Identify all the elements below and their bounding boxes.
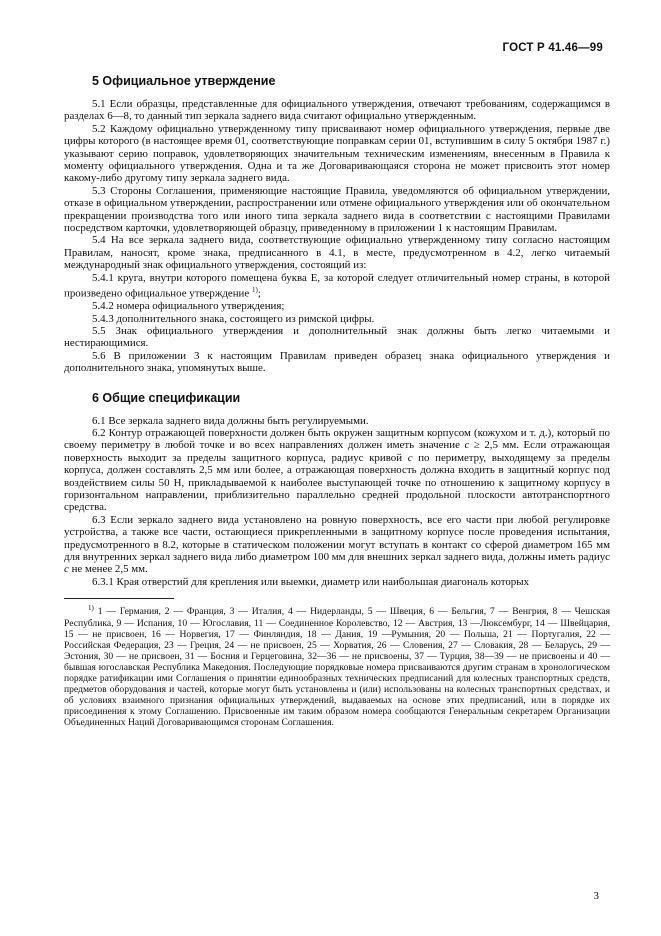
paragraph-5-4-2: 5.4.2 номера официального утверждения; [92,300,285,313]
paragraph-6-3-1: 6.3.1 Края отверстий для крепления или выемки, диаметр или наибольшая диагональ которых [92,575,530,588]
paragraph-6-2-part-b: ≥ 2,5 мм. Если отражающая поверхность выходит за пределы защитного корпуса, радиус кривой [64,439,611,464]
paragraph-5-6: 5.6 В приложении 3 к настоящим Правилам приведен образец знака официального утверждения и дополнительного знака, упомянутых выше. [64,349,610,375]
footnote-ref: 1) [251,286,258,295]
paragraph-6-3-part-b: не менее 2,5 мм. [68,563,148,576]
paragraph-6-2 [64,427,610,514]
section-5-heading: 5 Официальное утверждение [92,74,276,88]
paragraph-5-4: 5.4 На все зеркала заднего вида, соответствующие официально утвержденному типу согласно настоящим Правилам, наносят, кроме знака, предписанного в 4.1, в месте, предусмотренном в 4.2, легко читаемый международный знак официального утверждения, состоящий из: [64,234,610,272]
paragraph-6-3 [64,514,610,576]
paragraph-6-1: 6.1 Все зеркала заднего вида должны быть регулируемыми. [92,414,369,427]
section-6-heading: 6 Общие спецификации [92,390,241,405]
page-number: 3 [593,890,599,902]
paragraph-6-3-part-a: 6.3 Если зеркало заднего вида установлено на ровную поверхность, все его части при любой регулировке устройства, а также все части, остающиеся прикрепленными в защитному корпусе после проведения испытания, предусмотренного в 8.2, которые в статическом положении могут вступать в контакт со сферой диаметром 165 мм для внутренних зеркал заднего вида либо диаметром 100 мм для внешних зеркал заднего вида, должны иметь радиус [64,513,610,564]
paragraph-5-3: 5.3 Стороны Соглашения, применяющие настоящие Правила, уведомляются об официальном утверждении, отказе в официальном утверждении, распространении или отмене официального утверждения или об окончательном прекращении производства того или иного типа зеркала заднего вида в соответствии с настоящими Правилами посредством карточки, удовлетворяющей образцу, приведенному в приложении 1 к настоящим Правилам. [64,184,610,235]
paragraph-5-1: 5.1 Если образцы, представленные для официального утверждения, отвечают требованиям, содержащимся в разделах 6—8, то данный тип зеркала заднего вида считают официально утвержденным. [64,98,610,123]
paragraph-5-4-1-text: 5.4.1 круга, внутри которого помещена буква Е, за которой следует отличительный номер страны, в которой произведено официальное утверждение [64,271,610,300]
symbol-c: c [464,439,470,452]
footnote-divider [64,598,174,599]
footnote [64,603,610,728]
footnote-text: 1 — Германия, 2 — Франция, 3 — Италия, 4 — Нидерланды, 5 — Швеция, 6 — Бельгия, 7 — Венгрия, 8 — Чешская Республика, 9 — Испания, 10 — Югославия, 11 — Соединенное Королевство, 12 — Австрия, 13 —Люксембург, 14 — Швейцария, 15 — не присвоен, 16 — Норвегия, 17 — Финляндия, 18 — Дания, 19 —Румыния, 20 — Польша, 21 — Португалия, 22 — Российская Федерация, 23 — Греция, 24 — не присвоен, 25 — Хорватия, 26 — Словения, 27 — Словакия, 28 — Беларусь, 29 — Эстония, 30 — не присвоен, 31 — Босния и Герцеговина, 32—36 — не присвоены, 37 — Турция, 38—39 — не присвоены и 40 — бывшая югославская Республика Македония. Последующие порядковые номера присваиваются другим странам в хронологическом порядке ратификации ими Соглашения о принятии единообразных технических предписаний для колесных транспортных средств, предметов оборудования и частей, которые могут быть установлены и (или) использованы на колесных транспортных средствах, и об условиях взаимного признания официальных утверждений, выдаваемых на основе этих предписаний, или в порядке их присоединения к этому Соглашению. Присвоенные им таким образом номера сообщаются Генеральным секретарем Организации Объединенных Наций Договаривающимся сторонам Соглашения. [64,606,610,729]
footnote-mark: 1) [88,604,94,613]
paragraph-5-4-1-end: ; [257,287,261,300]
symbol-c: c [407,451,413,464]
paragraph-6-2-part-a: 6.2 Контур отражающей поверхности должен быть окружен защитным корпусом (кожухом и т. д.), который по своему периметру в любой точке и во всех направлениях должен иметь значение [64,426,610,452]
paragraph-5-4-3: 5.4.3 дополнительного знака, состоящего из римской цифры. [92,312,375,325]
paragraph-5-5: 5.5 Знак официального утверждения и дополнительный знак должны быть легко читаемыми и нестирающимися. [64,324,610,350]
paragraph-6-2-part-c: по периметру, выходящему за пределы корпуса, должен составлять 2,5 мм или более, а отражающая поверхность должна входить в защитный корпус под воздействием силы 50 Н, прикладываемой к наиболее выступающей точке по отношению к защитному корпусу в горизонтальном направлении, приблизительно параллельно средней продольной плоскости автотранспортного средства. [64,451,610,514]
paragraph-5-2: 5.2 Каждому официально утвержденному типу присваивают номер официального утверждения, первые две цифры которого (в настоящее время 01, соответствующие поправкам серии 01, вступившим в силу 5 октября 1987 г.) указывают серию поправок, удовлетворяющих значительным техническим изменениям, внесенным в Правила к моменту официального утверждения. Одна и та же Договаривающаяся сторона не может присвоить этот номер какому-либо другому типу зеркала заднего вида. [64,122,610,185]
document-header: ГОСТ Р 41.46—99 [502,42,603,54]
paragraph-5-4-1 [64,272,610,300]
page-body [64,68,610,728]
symbol-c: c [64,563,69,576]
